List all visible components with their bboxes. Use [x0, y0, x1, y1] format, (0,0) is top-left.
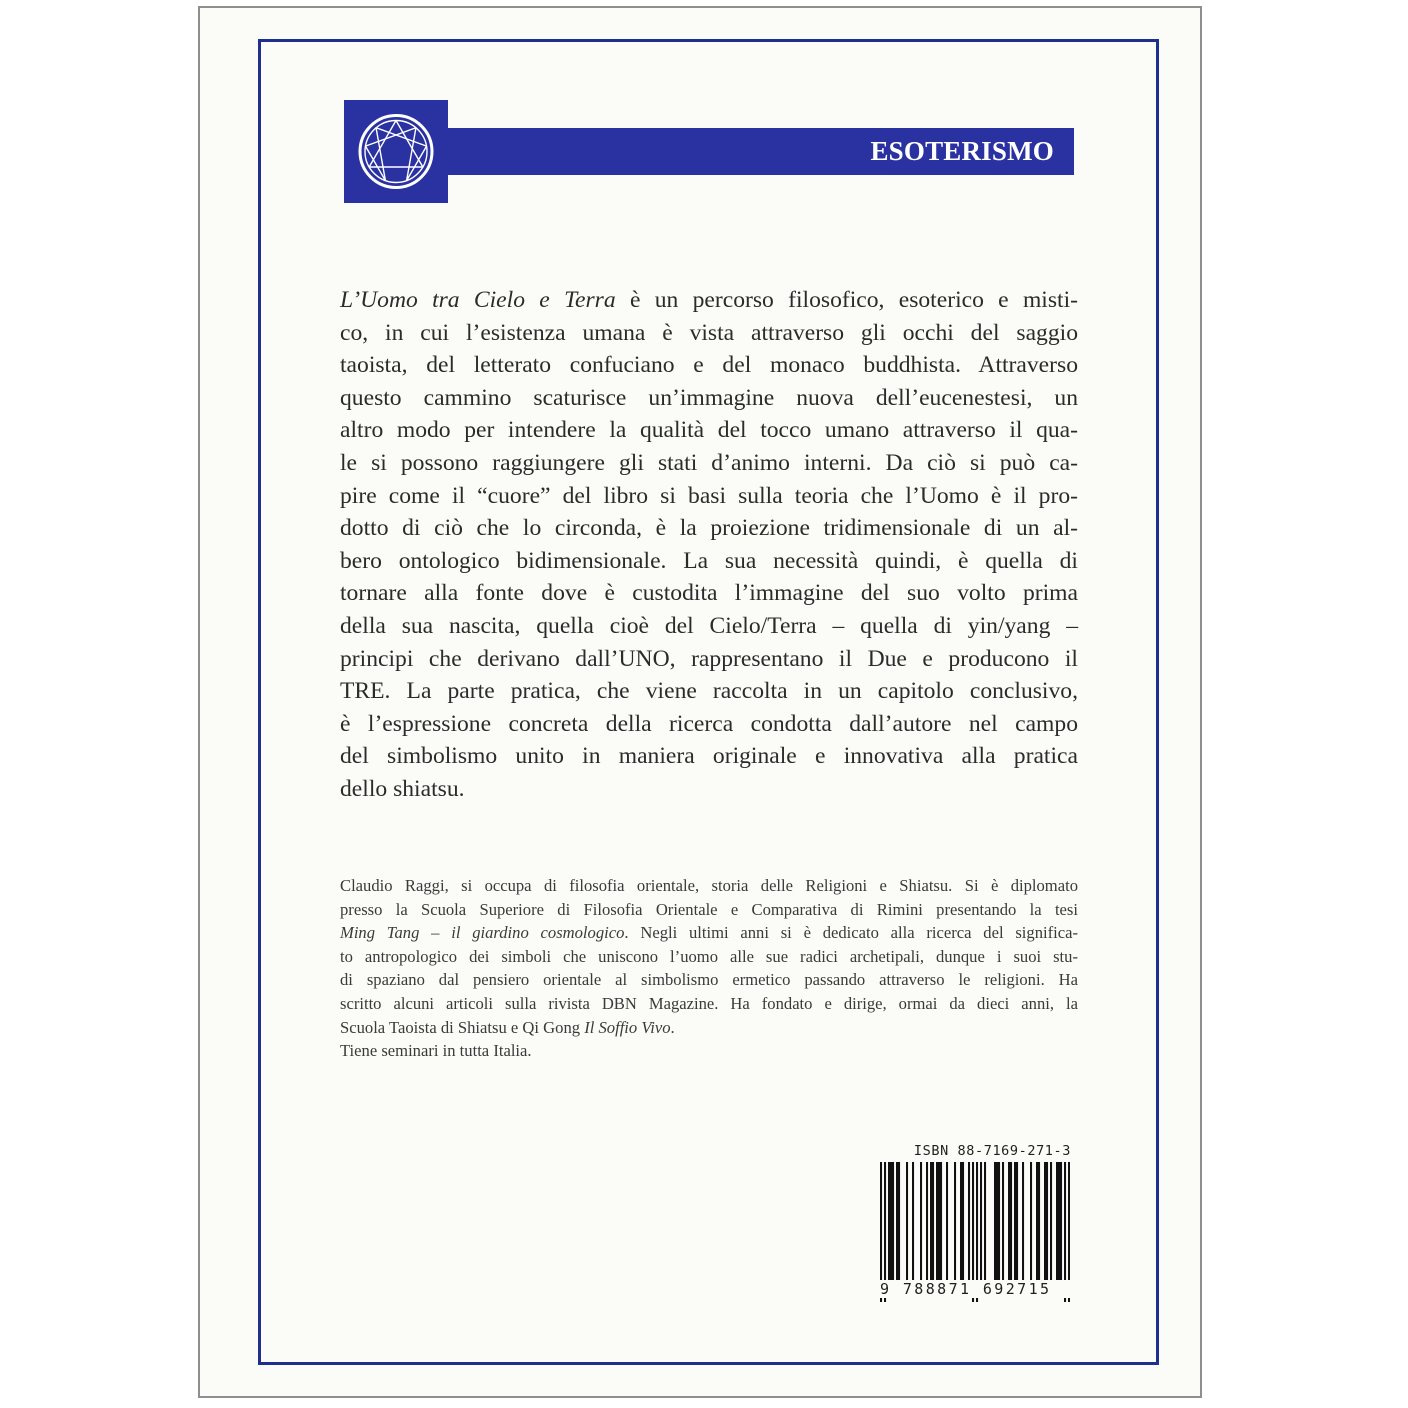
barcode-bar [960, 1162, 962, 1280]
bio-line: Tiene seminari in tutta Italia. [340, 1041, 532, 1061]
description-line: le si possono raggiungere gli stati d’animo interni. Da ciò si può ca- [340, 449, 1078, 476]
barcode-bar [998, 1162, 1000, 1280]
barcode-bar [1014, 1162, 1016, 1280]
barcode-bar [926, 1162, 928, 1280]
barcode-bar [906, 1162, 908, 1280]
barcode-bar [892, 1162, 894, 1280]
series-banner [446, 128, 1074, 175]
barcode-bar [1058, 1162, 1060, 1280]
series-emblem [344, 100, 448, 203]
description-line: altro modo per intendere la qualità del tocco umano attraverso il qua- [340, 417, 1078, 444]
barcode-bar [1022, 1162, 1024, 1280]
barcode-bar [1044, 1162, 1046, 1280]
description-line: questo cammino scaturisce un’immagine nuova dell’eucenestesi, un [340, 384, 1078, 411]
bio-line: scritto alcuni articoli sulla rivista DBN Magazine. Ha fondato e dirige, ormai da dieci anni, la [340, 993, 1078, 1013]
description-line: TRE. La parte pratica, che viene raccolta in un capitolo conclusivo, [340, 678, 1078, 705]
school-name: Il Soffio Vivo [584, 1017, 671, 1037]
barcode-bar [984, 1162, 986, 1280]
barcode-bar [1050, 1162, 1052, 1280]
barcode-bar [1060, 1162, 1062, 1280]
bio-line: Ming Tang – il giardino cosmologico. Negli ultimi anni si è dedicato alla ricerca del significa- [340, 923, 1078, 943]
barcode-bar [1046, 1162, 1048, 1280]
barcode-bar [996, 1162, 998, 1280]
barcode-bar [946, 1162, 948, 1280]
description-line: taoista, del letterato confuciano e del monaco buddhista. Attraverso [340, 352, 1078, 379]
barcode-bar [1008, 1162, 1010, 1280]
description-line: del simbolismo unito in maniera originale e innovativa alla pratica [340, 743, 1078, 770]
isbn-label: ISBN 88-7169-271-3 [913, 1143, 1071, 1159]
barcode-bar [936, 1162, 938, 1280]
barcode-bar [940, 1162, 942, 1280]
description-line: co, in cui l’esistenza umana è vista attraverso gli occhi del saggio [340, 319, 1078, 346]
barcode-bar [968, 1162, 970, 1280]
barcode-bar [938, 1162, 940, 1280]
barcode-bar [1002, 1162, 1004, 1280]
bio-line: Claudio Raggi, si occupa di filosofia orientale, storia delle Religioni e Shiatsu. Si è diplomato [340, 876, 1078, 895]
barcode-bar [932, 1162, 934, 1280]
barcode-bar [1036, 1162, 1038, 1280]
book-description [340, 284, 1078, 806]
barcode-bar [930, 1162, 932, 1280]
description-line: della sua nascita, quella cioè del Cielo/Terra – quella di yin/yang – [340, 612, 1078, 639]
bio-line: Scuola Taoista di Shiatsu e Qi Gong Il Soffio Vivo. [340, 1017, 675, 1037]
barcode-bar [1016, 1162, 1018, 1280]
book-title: L’Uomo tra Cielo e Terra [340, 287, 616, 313]
barcode-bar [962, 1162, 964, 1280]
ean-digits: 9 788871 692715 [878, 1280, 1075, 1298]
bio-line: presso la Scuola Superiore di Filosofia Orientale e Comparativa di Rimini presentando la tesi [340, 899, 1078, 919]
description-line: bero ontologico bidimensionale. La sua necessità quindi, è quella di [340, 547, 1078, 574]
series-label: ESOTERISMO [870, 136, 1054, 166]
barcode-bar [1056, 1162, 1058, 1280]
thesis-title: Ming Tang – il giardino cosmologico [340, 923, 625, 943]
barcode-bar [1030, 1162, 1032, 1280]
barcode-bar [896, 1162, 898, 1280]
description-line: dotto di ciò che lo circonda, è la proiezione tridimensionale di un al- [340, 515, 1078, 542]
bio-line: to antropologico dei simboli che uniscono l’uomo alle sue radici archetipali, dunque i suoi stu- [340, 946, 1078, 966]
description-first-line: è un percorso filosofico, esoterico e misti- [615, 287, 1079, 313]
barcode-bar [890, 1162, 892, 1280]
barcode-bar [898, 1162, 900, 1280]
barcode-bar [1038, 1162, 1040, 1280]
barcode-bar [920, 1162, 922, 1280]
description-line [340, 284, 1078, 317]
barcode-bar [980, 1162, 982, 1280]
description-line: dello shiatsu. [340, 775, 465, 802]
author-bio [340, 874, 1078, 1063]
description-line: è l’espressione concreta della ricerca condotta dall’autore nel campo [340, 710, 1078, 737]
enneagram-icon [344, 100, 448, 203]
barcode-bar [888, 1162, 890, 1280]
description-line: pire come il “cuore” del libro si basi sulla teoria che l’Uomo è il pro- [340, 482, 1078, 509]
barcode-bar [994, 1162, 996, 1280]
bio-line: di spaziano dal pensiero orientale al simbolismo ermetico passando attraverso le religioni. Ha [340, 970, 1078, 990]
barcode-bar [954, 1162, 956, 1280]
barcode-bar [912, 1162, 914, 1280]
barcode-bar [1010, 1162, 1012, 1280]
description-line: tornare alla fonte dove è custodita l’immagine del suo volto prima [340, 580, 1078, 607]
description-line: principi che derivano dall’UNO, rappresentano il Due e producono il [340, 645, 1078, 672]
